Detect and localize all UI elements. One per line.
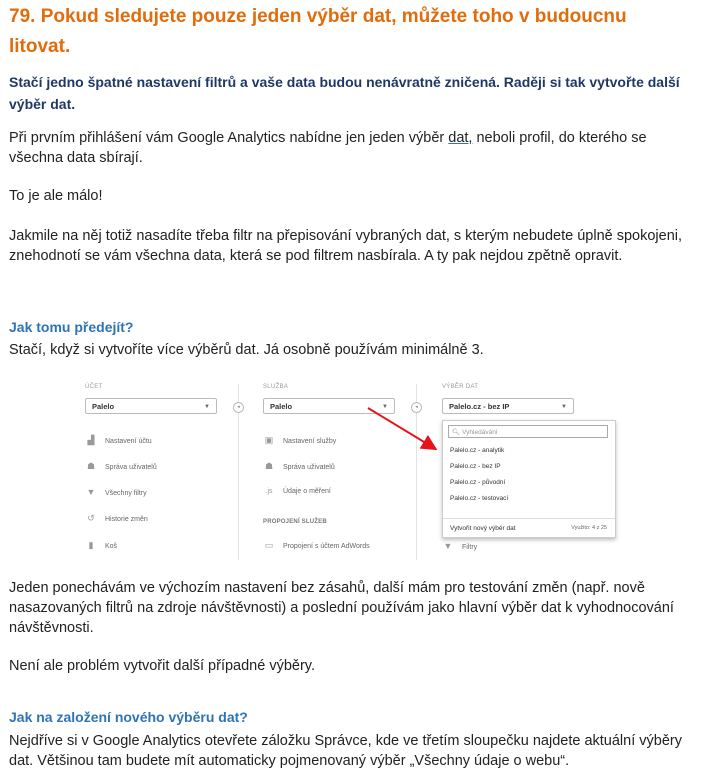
item-label: Správa uživatelů: [283, 464, 335, 471]
subheading-create-view: Jak na založení nového výběru dat?: [9, 709, 248, 725]
users-icon: ☗: [86, 461, 96, 471]
item-label: Správa uživatelů: [105, 464, 157, 471]
search-placeholder: Vyhledávání: [462, 429, 498, 436]
column-link-icon: ◂: [233, 402, 244, 413]
view-option[interactable]: Palelo.cz - původní: [450, 479, 506, 486]
view-option[interactable]: Palelo.cz - bez IP: [450, 463, 501, 470]
building-icon: ▟: [87, 435, 95, 445]
property-column-label: SLUŽBA: [263, 384, 289, 390]
settings-window-icon: ▣: [264, 435, 274, 445]
search-icon: 🔍︎: [452, 429, 461, 436]
chevron-down-icon: ▼: [204, 404, 210, 410]
view-column-label: VÝBĚR DAT: [442, 384, 479, 390]
property-select-value: Palelo: [270, 402, 293, 411]
adwords-linking-item[interactable]: [263, 537, 370, 553]
item-label: Údaje o měření: [283, 488, 331, 495]
red-arrow-annotation: [362, 404, 442, 456]
users-icon: ☗: [264, 461, 274, 471]
view-option[interactable]: Palelo.cz - testovací: [450, 495, 509, 502]
dropdown-footer: [443, 518, 615, 538]
item-label: Filtry: [462, 544, 478, 551]
create-view-link[interactable]: Vytvořit nový výběr dat: [450, 525, 516, 532]
views-usage: Využito: 4 z 25: [571, 525, 607, 531]
item-label: Nastavení účtu: [105, 438, 152, 445]
view-select-value: Palelo.cz - bez IP: [449, 402, 510, 411]
view-select[interactable]: [442, 398, 574, 414]
heading-line-1: 79. Pokud sledujete pouze jeden výběr dat, můžete toho v budoucnu: [9, 6, 627, 27]
filter-icon: ▼: [86, 487, 96, 497]
intro-text-before: Při prvním přihlášení vám Google Analytics nabídne jen jeden výběr: [9, 130, 449, 146]
change-history-item[interactable]: [85, 510, 148, 526]
lead-paragraph: Stačí jedno špatné nastavení filtrů a vaše data budou nenávratně zničená. Raději si tak vytvořte další výběr dat.: [9, 74, 680, 112]
item-label: Všechny filtry: [105, 490, 147, 497]
account-settings-item[interactable]: [85, 432, 152, 448]
arrow-line: [368, 408, 434, 448]
paragraph-filter-warning: Jakmile na něj totiž nasadíte třeba filtr na přepisování vybraných dat, s kterým nebudete úplně spokojeni, znehodnotí se vám všechna data, která se pod filtrem nasbírala. A ty pak nejdou zpětně opravit.: [9, 228, 683, 264]
view-dropdown: [442, 420, 616, 538]
paragraph-more-views: Stačí, když si vytvoříte více výběrů dat. Já osobně používám minimálně 3.: [9, 342, 484, 358]
column-link-icon: ◂: [411, 402, 422, 413]
dat-link[interactable]: dat,: [448, 130, 473, 146]
item-label: Propojení s účtem AdWords: [283, 543, 370, 550]
heading-line-2: litovat.: [9, 36, 71, 57]
chevron-down-icon: ▼: [561, 404, 567, 410]
intro-text-after: neboli profil, do kterého se všechna data sbírají.: [9, 130, 647, 166]
paragraph-steps: Nejdříve si v Google Analytics otevřete záložku Správce, kde ve třetím sloupečku najdete aktuální výběry dat. Většinou tam budete mít automaticky pojmenovaný výběr „Všechny údaje o webu“.: [9, 733, 682, 769]
view-filters-item[interactable]: [442, 538, 477, 554]
account-column-label: ÚČET: [85, 384, 103, 390]
subheading-prevent: Jak tomu předejít?: [9, 319, 134, 335]
property-settings-item[interactable]: [263, 432, 336, 448]
account-select[interactable]: [85, 398, 217, 414]
paragraph-short: To je ale málo!: [9, 188, 103, 204]
item-label: Historie změn: [105, 516, 148, 523]
section-heading: [9, 2, 689, 62]
item-label: Nastavení služby: [283, 438, 337, 445]
paragraph-no-problem: Není ale problém vytvořit další případné výběry.: [9, 658, 315, 674]
js-icon: .js: [265, 488, 273, 495]
link-window-icon: ▭: [264, 540, 274, 550]
filter-icon: ▼: [443, 541, 453, 551]
paragraph-setup: Jeden ponechávám ve výchozím nastavení bez zásahů, další mám pro testování změn (např. nově nasazovaných filtrů na zdroje návštěvnosti) a poslední používám jako hlavní výběr dat k vyhodnocování návštěvnosti.: [9, 580, 674, 636]
property-users-item[interactable]: [263, 458, 335, 474]
view-option[interactable]: Palelo.cz - analytik: [450, 447, 505, 454]
trash-icon: ▮: [88, 540, 94, 550]
chevron-down-icon: ▼: [382, 404, 388, 410]
account-select-value: Palelo: [92, 402, 115, 411]
all-filters-item[interactable]: [85, 484, 147, 500]
account-users-item[interactable]: [85, 458, 157, 474]
history-icon: ↺: [87, 513, 95, 523]
view-search-input[interactable]: [448, 425, 608, 438]
analytics-admin-screenshot: [77, 380, 645, 560]
product-linking-section: PROPOJENÍ SLUŽEB: [263, 519, 327, 525]
item-label: Koš: [105, 543, 118, 550]
paragraph-intro: [9, 128, 699, 168]
tracking-info-item[interactable]: [263, 484, 331, 500]
trash-item[interactable]: [85, 537, 117, 553]
